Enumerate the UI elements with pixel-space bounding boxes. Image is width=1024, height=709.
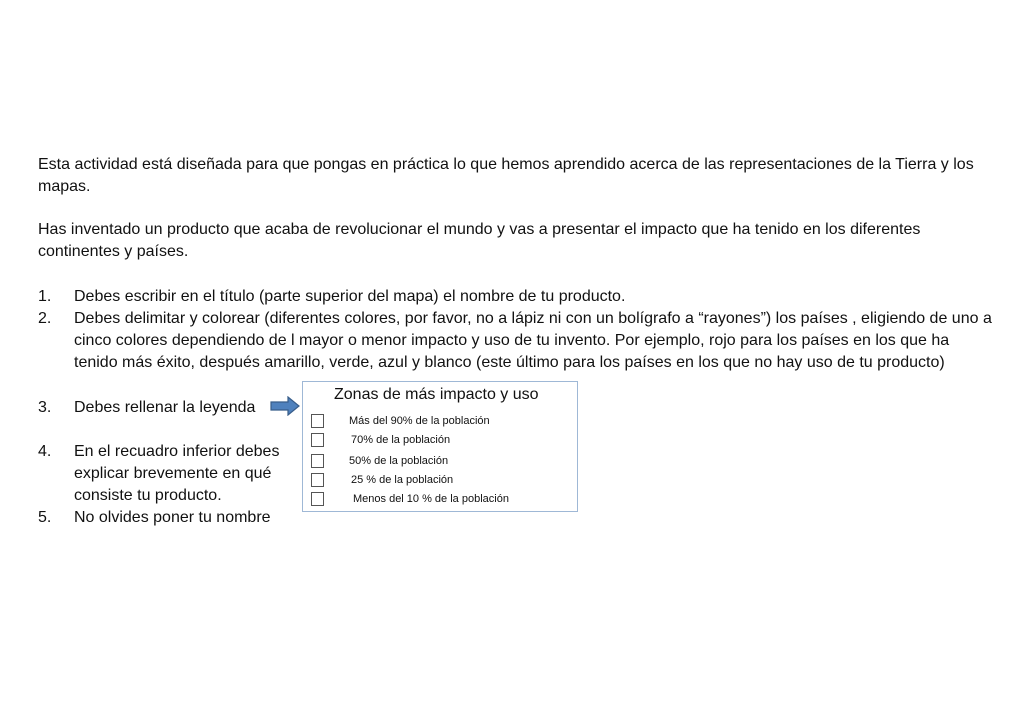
legend-label: Más del 90% de la población <box>349 415 490 427</box>
legend-label: Menos del 10 % de la población <box>353 493 509 505</box>
instruction-number: 4. <box>38 443 52 460</box>
instruction-number: 3. <box>38 399 52 416</box>
intro-paragraph-1: Esta actividad está diseñada para que pongas en práctica lo que hemos aprendido acerca de las representaciones de la Tierra y los mapas. <box>38 156 974 195</box>
checkbox-icon[interactable] <box>311 433 324 447</box>
legend-label: 25 % de la población <box>351 474 454 486</box>
instruction-text: Debes rellenar la leyenda <box>74 399 256 416</box>
legend-label: 50% de la población <box>349 455 449 467</box>
legend-box <box>302 381 578 512</box>
instruction-text: Debes delimitar y colorear (diferentes colores, por favor, no a lápiz ni con un bolígrafo a “rayones”) los países , eligiendo de uno a cinco colores dependiendo de l mayor o menor impacto y uso de tu invento. Por ejemplo, rojo para los países en los que ha tenido más éxito, después amarillo, verde, azul y blanco (este último para los países en los que no hay uso de tu producto) <box>74 310 992 371</box>
instruction-number: 2. <box>38 310 52 327</box>
instruction-number: 1. <box>38 288 52 305</box>
instruction-text: Debes escribir en el título (parte superior del mapa) el nombre de tu producto. <box>74 288 626 305</box>
checkbox-icon[interactable] <box>311 492 324 506</box>
instruction-number: 5. <box>38 509 52 526</box>
checkbox-icon[interactable] <box>311 454 324 468</box>
legend-title: Zonas de más impacto y uso <box>334 386 539 403</box>
legend-label: 70% de la población <box>351 434 451 446</box>
right-arrow-icon <box>270 396 300 416</box>
instruction-text: No olvides poner tu nombre <box>74 509 271 526</box>
intro-paragraph-2: Has inventado un producto que acaba de revolucionar el mundo y vas a presentar el impacto que ha tenido en los diferentes continentes y países. <box>38 221 921 260</box>
checkbox-icon[interactable] <box>311 473 324 487</box>
instruction-text: En el recuadro inferior debes explicar brevemente en qué consiste tu producto. <box>74 443 280 504</box>
checkbox-icon[interactable] <box>311 414 324 428</box>
